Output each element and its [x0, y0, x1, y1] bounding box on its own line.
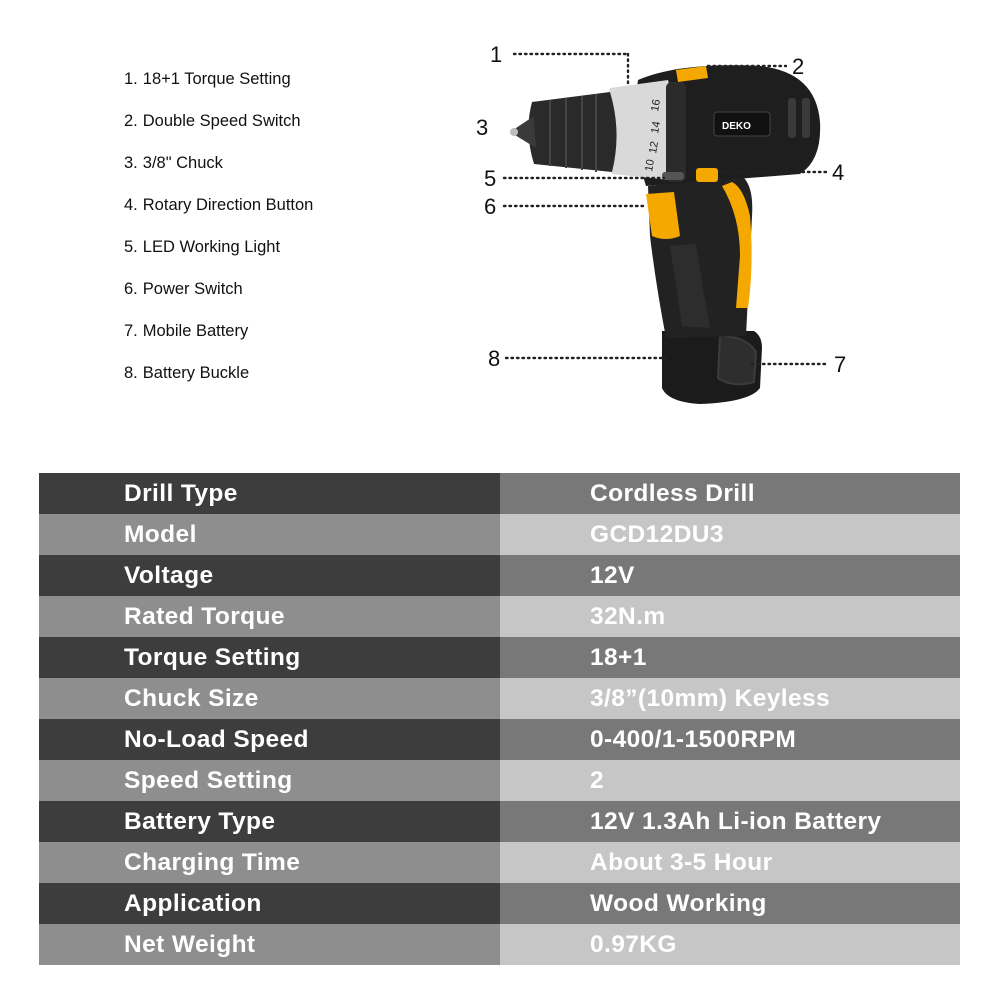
spec-row	[39, 719, 960, 760]
clutch-number: 12	[647, 140, 662, 155]
part-label: 3/8" Chuck	[142, 154, 223, 172]
spec-value: 18+1	[500, 637, 960, 678]
part-label: Power Switch	[142, 280, 243, 298]
spec-value: Cordless Drill	[500, 473, 960, 514]
spec-value: About 3-5 Hour	[500, 842, 960, 883]
spec-table	[39, 473, 960, 965]
spec-key: Battery Type	[39, 801, 500, 842]
spec-key: Application	[39, 883, 500, 924]
spec-row	[39, 596, 960, 637]
part-number: 5.	[124, 238, 138, 256]
spec-key: Chuck Size	[39, 678, 500, 719]
clutch-number: 10	[643, 158, 658, 173]
part-label: LED Working Light	[142, 238, 281, 256]
brand-logo: DEKO	[722, 121, 751, 132]
callout-label: 2	[792, 54, 805, 79]
part-label: 18+1 Torque Setting	[142, 70, 291, 88]
callout-label: 7	[834, 352, 847, 377]
callout-label: 4	[832, 160, 845, 185]
spec-key: Torque Setting	[39, 637, 500, 678]
part-number: 3.	[124, 154, 138, 172]
part-item	[124, 106, 313, 148]
spec-value: 12V 1.3Ah Li-ion Battery	[500, 801, 960, 842]
part-number: 4.	[124, 196, 138, 214]
part-item	[124, 232, 313, 274]
spec-key: Net Weight	[39, 924, 500, 965]
part-item	[124, 64, 313, 106]
callout-label: 8	[488, 346, 501, 371]
spec-row	[39, 842, 960, 883]
part-item	[124, 148, 313, 190]
part-label: Double Speed Switch	[142, 112, 301, 130]
spec-key: No-Load Speed	[39, 719, 500, 760]
callout-label: 5	[484, 166, 497, 191]
part-number: 1.	[124, 70, 138, 88]
spec-value: 0-400/1-1500RPM	[500, 719, 960, 760]
spec-row	[39, 555, 960, 596]
clutch-ring	[666, 82, 686, 182]
part-label: Rotary Direction Button	[142, 196, 314, 214]
spec-row	[39, 473, 960, 514]
part-item	[124, 274, 313, 316]
spec-value: 12V	[500, 555, 960, 596]
vent-slot	[788, 98, 796, 138]
chuck-jaw	[510, 128, 518, 136]
drill-diagram	[470, 36, 860, 416]
callout-label: 6	[484, 194, 497, 219]
parts-list	[124, 64, 313, 400]
spec-value: 3/8”(10mm) Keyless	[500, 678, 960, 719]
part-number: 2.	[124, 112, 138, 130]
spec-key: Model	[39, 514, 500, 555]
spec-row	[39, 801, 960, 842]
part-item	[124, 358, 313, 400]
part-number: 7.	[124, 322, 138, 340]
spec-row	[39, 678, 960, 719]
spec-value: 32N.m	[500, 596, 960, 637]
spec-key: Drill Type	[39, 473, 500, 514]
led-light	[662, 172, 684, 180]
spec-value: Wood Working	[500, 883, 960, 924]
spec-key: Voltage	[39, 555, 500, 596]
part-item	[124, 190, 313, 232]
spec-row	[39, 760, 960, 801]
direction-button	[696, 168, 718, 182]
part-number: 8.	[124, 364, 138, 382]
part-number: 6.	[124, 280, 138, 298]
callout-label: 3	[476, 115, 489, 140]
vent-slot	[802, 98, 810, 138]
spec-key: Rated Torque	[39, 596, 500, 637]
spec-row	[39, 883, 960, 924]
spec-row	[39, 637, 960, 678]
spec-key: Speed Setting	[39, 760, 500, 801]
part-label: Battery Buckle	[142, 364, 250, 382]
spec-value: 2	[500, 760, 960, 801]
chuck	[528, 92, 616, 172]
clutch-number: 16	[649, 98, 664, 113]
callout-label: 1	[490, 42, 503, 67]
spec-value: 0.97KG	[500, 924, 960, 965]
clutch-number: 14	[649, 120, 664, 135]
spec-row	[39, 924, 960, 965]
spec-row	[39, 514, 960, 555]
spec-key: Charging Time	[39, 842, 500, 883]
part-item	[124, 316, 313, 358]
spec-value: GCD12DU3	[500, 514, 960, 555]
part-label: Mobile Battery	[142, 322, 249, 340]
